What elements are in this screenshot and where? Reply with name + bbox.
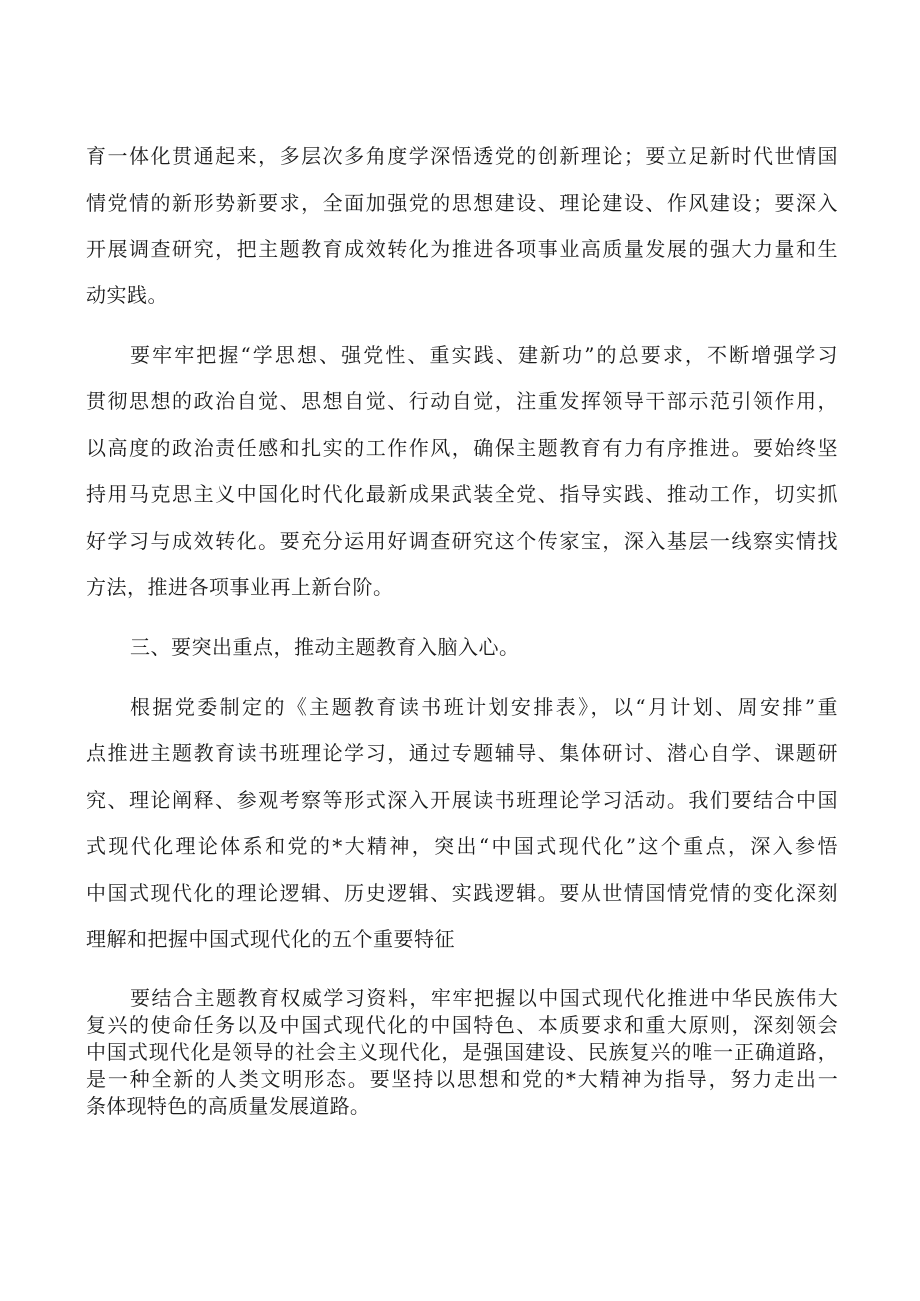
paragraph-2-line-2: 贯彻思想的政治自觉、思想自觉、行动自觉，注重发挥领导干部示范引领作用， xyxy=(86,389,838,413)
paragraph-2-line-1: 要牢牢把握“学思想、强党性、重实践、建新功”的总要求，不断增强学习 xyxy=(130,343,838,367)
paragraph-4-line-2: 点推进主题教育读书班理论学习，通过专题辅导、集体研讨、潜心自学、课题研 xyxy=(86,741,838,765)
section-heading-3: 三、要突出重点，推动主题教育入脑入心。 xyxy=(130,635,520,659)
paragraph-1-line-2: 情党情的新形势新要求，全面加强党的思想建设、理论建设、作风建设；要深入 xyxy=(86,191,838,215)
paragraph-1-line-3: 开展调查研究，把主题教育成效转化为推进各项事业高质量发展的强大力量和生 xyxy=(86,237,838,261)
paragraph-5-line-4: 是一种全新的人类文明形态。要坚持以思想和党的*大精神为指导，努力走出一 xyxy=(86,1067,838,1091)
paragraph-2-line-3: 以高度的政治责任感和扎实的工作作风，确保主题教育有力有序推进。要始终坚 xyxy=(86,436,838,460)
paragraph-4-line-5: 中国式现代化的理论逻辑、历史逻辑、实践逻辑。要从世情国情党情的变化深刻 xyxy=(86,881,838,905)
paragraph-4-line-1: 根据党委制定的《主题教育读书班计划安排表》，以“月计划、周安排”重 xyxy=(130,695,838,719)
paragraph-2-line-5: 好学习与成效转化。要充分运用好调查研究这个传家宝，深入基层一线察实情找 xyxy=(86,529,838,553)
paragraph-1-line-1: 育一体化贯通起来，多层次多角度学深悟透党的创新理论；要立足新时代世情国 xyxy=(86,144,838,168)
paragraph-5-line-5: 条体现特色的高质量发展道路。 xyxy=(86,1094,371,1118)
paragraph-5-line-1: 要结合主题教育权威学习资料，牢牢把握以中国式现代化推进中华民族伟大 xyxy=(130,986,838,1010)
paragraph-4-line-4: 式现代化理论体系和党的*大精神，突出“中国式现代化”这个重点，深入参悟 xyxy=(86,834,838,858)
paragraph-5-line-2: 复兴的使命任务以及中国式现代化的中国特色、本质要求和重大原则，深刻领会 xyxy=(86,1013,838,1037)
paragraph-2-line-4: 持用马克思主义中国化时代化最新成果武装全党、指导实践、推动工作，切实抓 xyxy=(86,482,838,506)
paragraph-2-line-6: 方法，推进各项事业再上新台阶。 xyxy=(86,575,394,599)
paragraph-4-line-6: 理解和把握中国式现代化的五个重要特征 xyxy=(86,927,455,951)
paragraph-4-line-3: 究、理论阐释、参观考察等形式深入开展读书班理论学习活动。我们要结合中国 xyxy=(86,788,838,812)
paragraph-1-line-4: 动实践。 xyxy=(86,283,168,307)
paragraph-5-line-3: 中国式现代化是领导的社会主义现代化，是强国建设、民族复兴的唯一正确道路， xyxy=(86,1040,838,1064)
